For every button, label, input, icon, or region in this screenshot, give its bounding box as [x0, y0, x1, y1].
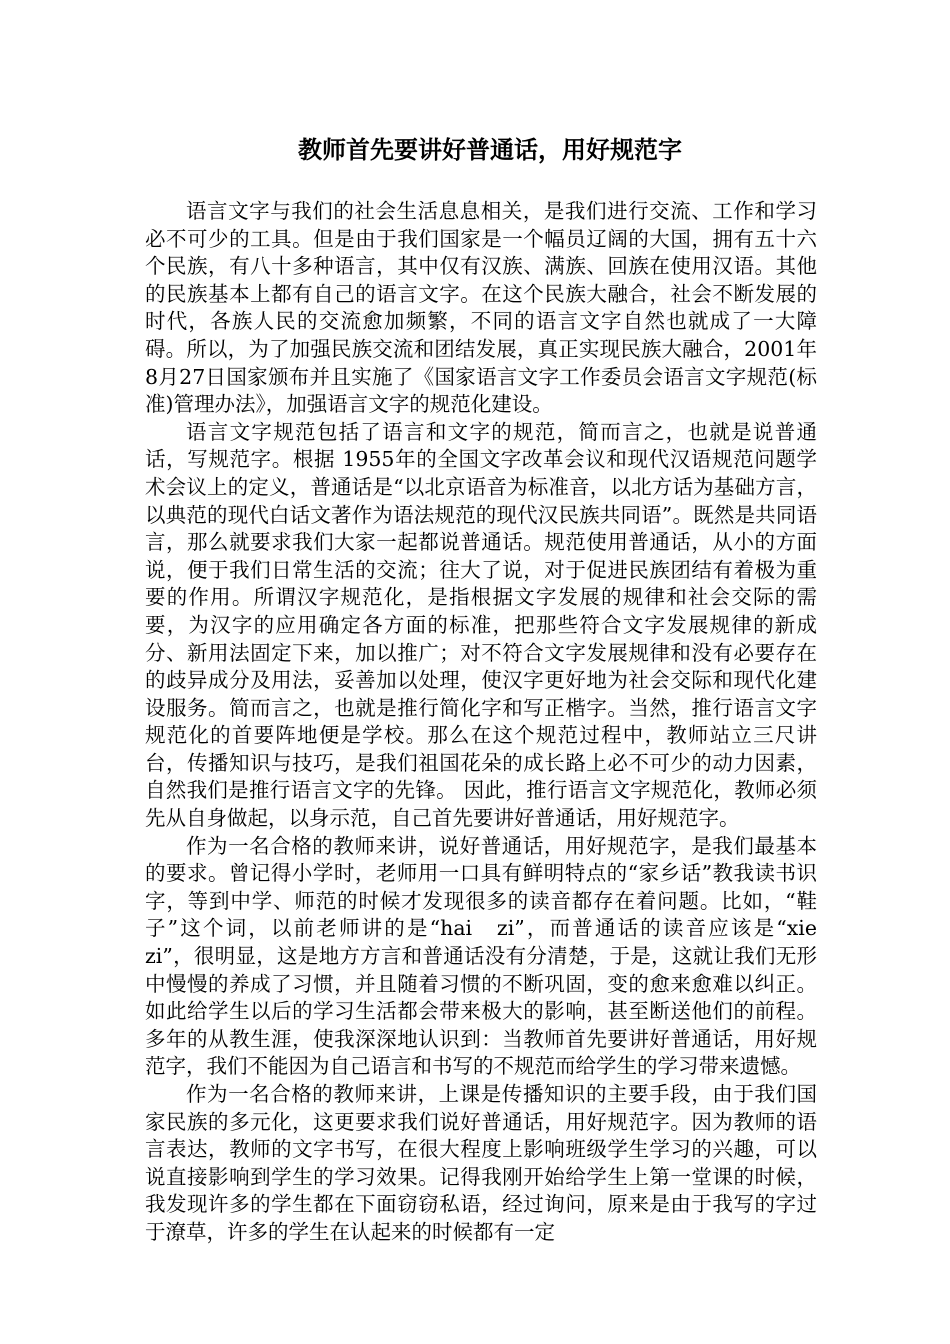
document-title: 教师首先要讲好普通话，用好规范字	[298, 136, 682, 164]
paragraph-3: 作为一名合格的教师来讲，说好普通话，用好规范字，是我们最基本的要求。曾记得小学时，老师用一口具有鲜明特点的“家乡话”教我读书识字，等到中学、师范的时候才发现很多的读音都存在着问题。比如，“鞋子”这个词，以前老师讲的是“hai zi”，而普通话的读音应该是“xie zi”，很明显，这是地方方言和普通话没有分清楚，于是，这就让我们无形中慢慢的养成了习惯，并且随着习惯的不断巩固，变的愈来愈难以纠正。如此给学生以后的学习生活都会带来极大的影响，甚至断送他们的前程。多年的从教生涯，使我深深地认识到：当教师首先要讲好普通话，用好规范字，我们不能因为自己语言和书写的不规范而给学生的学习带来遗憾。	[145, 833, 838, 1079]
document-body	[145, 198, 838, 1247]
paragraph-1: 语言文字与我们的社会生活息息相关，是我们进行交流、工作和学习必不可少的工具。但是由于我们国家是一个幅员辽阔的大国，拥有五十六个民族，有八十多种语言，其中仅有汉族、满族、回族在使用汉语。其他的民族基本上都有自己的语言文字。在这个民族大融合，社会不断发展的时代，各族人民的交流愈加频繁，不同的语言文字自然也就成了一大障碍。所以，为了加强民族交流和团结发展，真正实现民族大融合，2001年8月27日国家颁布并且实施了《国家语言文字工作委员会语言文字规范(标准)管理办法》，加强语言文字的规范化建设。	[145, 199, 817, 417]
paragraph-2: 语言文字规范包括了语言和文字的规范，简而言之，也就是说普通话，写规范字。根据 1955年的全国文字改革会议和现代汉语规范问题学术会议上的定义，普通话是“以北京语音为标准音，以北方话为基础方言，以典范的现代白话文著作为语法规范的现代汉民族共同语”。既然是共同语言，那么就要求我们大家一起都说普通话。规范使用普通话，从小的方面说，便于我们日常生活的交流；往大了说，对于促进民族团结有着极为重要的作用。所谓汉字规范化，是指根据文字发展的规律和社会交际的需要，为汉字的应用确定各方面的标准，把那些符合文字发展规律的新成分、新用法固定下来，加以推广；对不符合文字发展规律和没有必要存在的歧异成分及用法，妥善加以处理，使汉字更好地为社会交际和现代化建设服务。简而言之，也就是推行简化字和写正楷字。当然，推行语言文字规范化的首要阵地便是学校。那么在这个规范过程中，教师站立三尺讲台，传播知识与技巧，是我们祖国花朵的成长路上必不可少的动力因素，自然我们是推行语言文字的先锋。 因此，推行语言文字规范化，教师必须先从自身做起，以身示范，自己首先要讲好普通话，用好规范字。	[145, 419, 817, 831]
paragraph-4: 作为一名合格的教师来讲，上课是传播知识的主要手段，由于我们国家民族的多元化，这更要求我们说好普通话，用好规范字。因为教师的语言表达，教师的文字书写，在很大程度上影响班级学生学习的兴趣，可以说直接影响到学生的学习效果。记得我刚开始给学生上第一堂课的时候，我发现许多的学生都在下面窃窃私语，经过询问，原来是由于我写的字过于潦草，许多的学生在认起来的时候都有一定	[145, 1082, 817, 1244]
